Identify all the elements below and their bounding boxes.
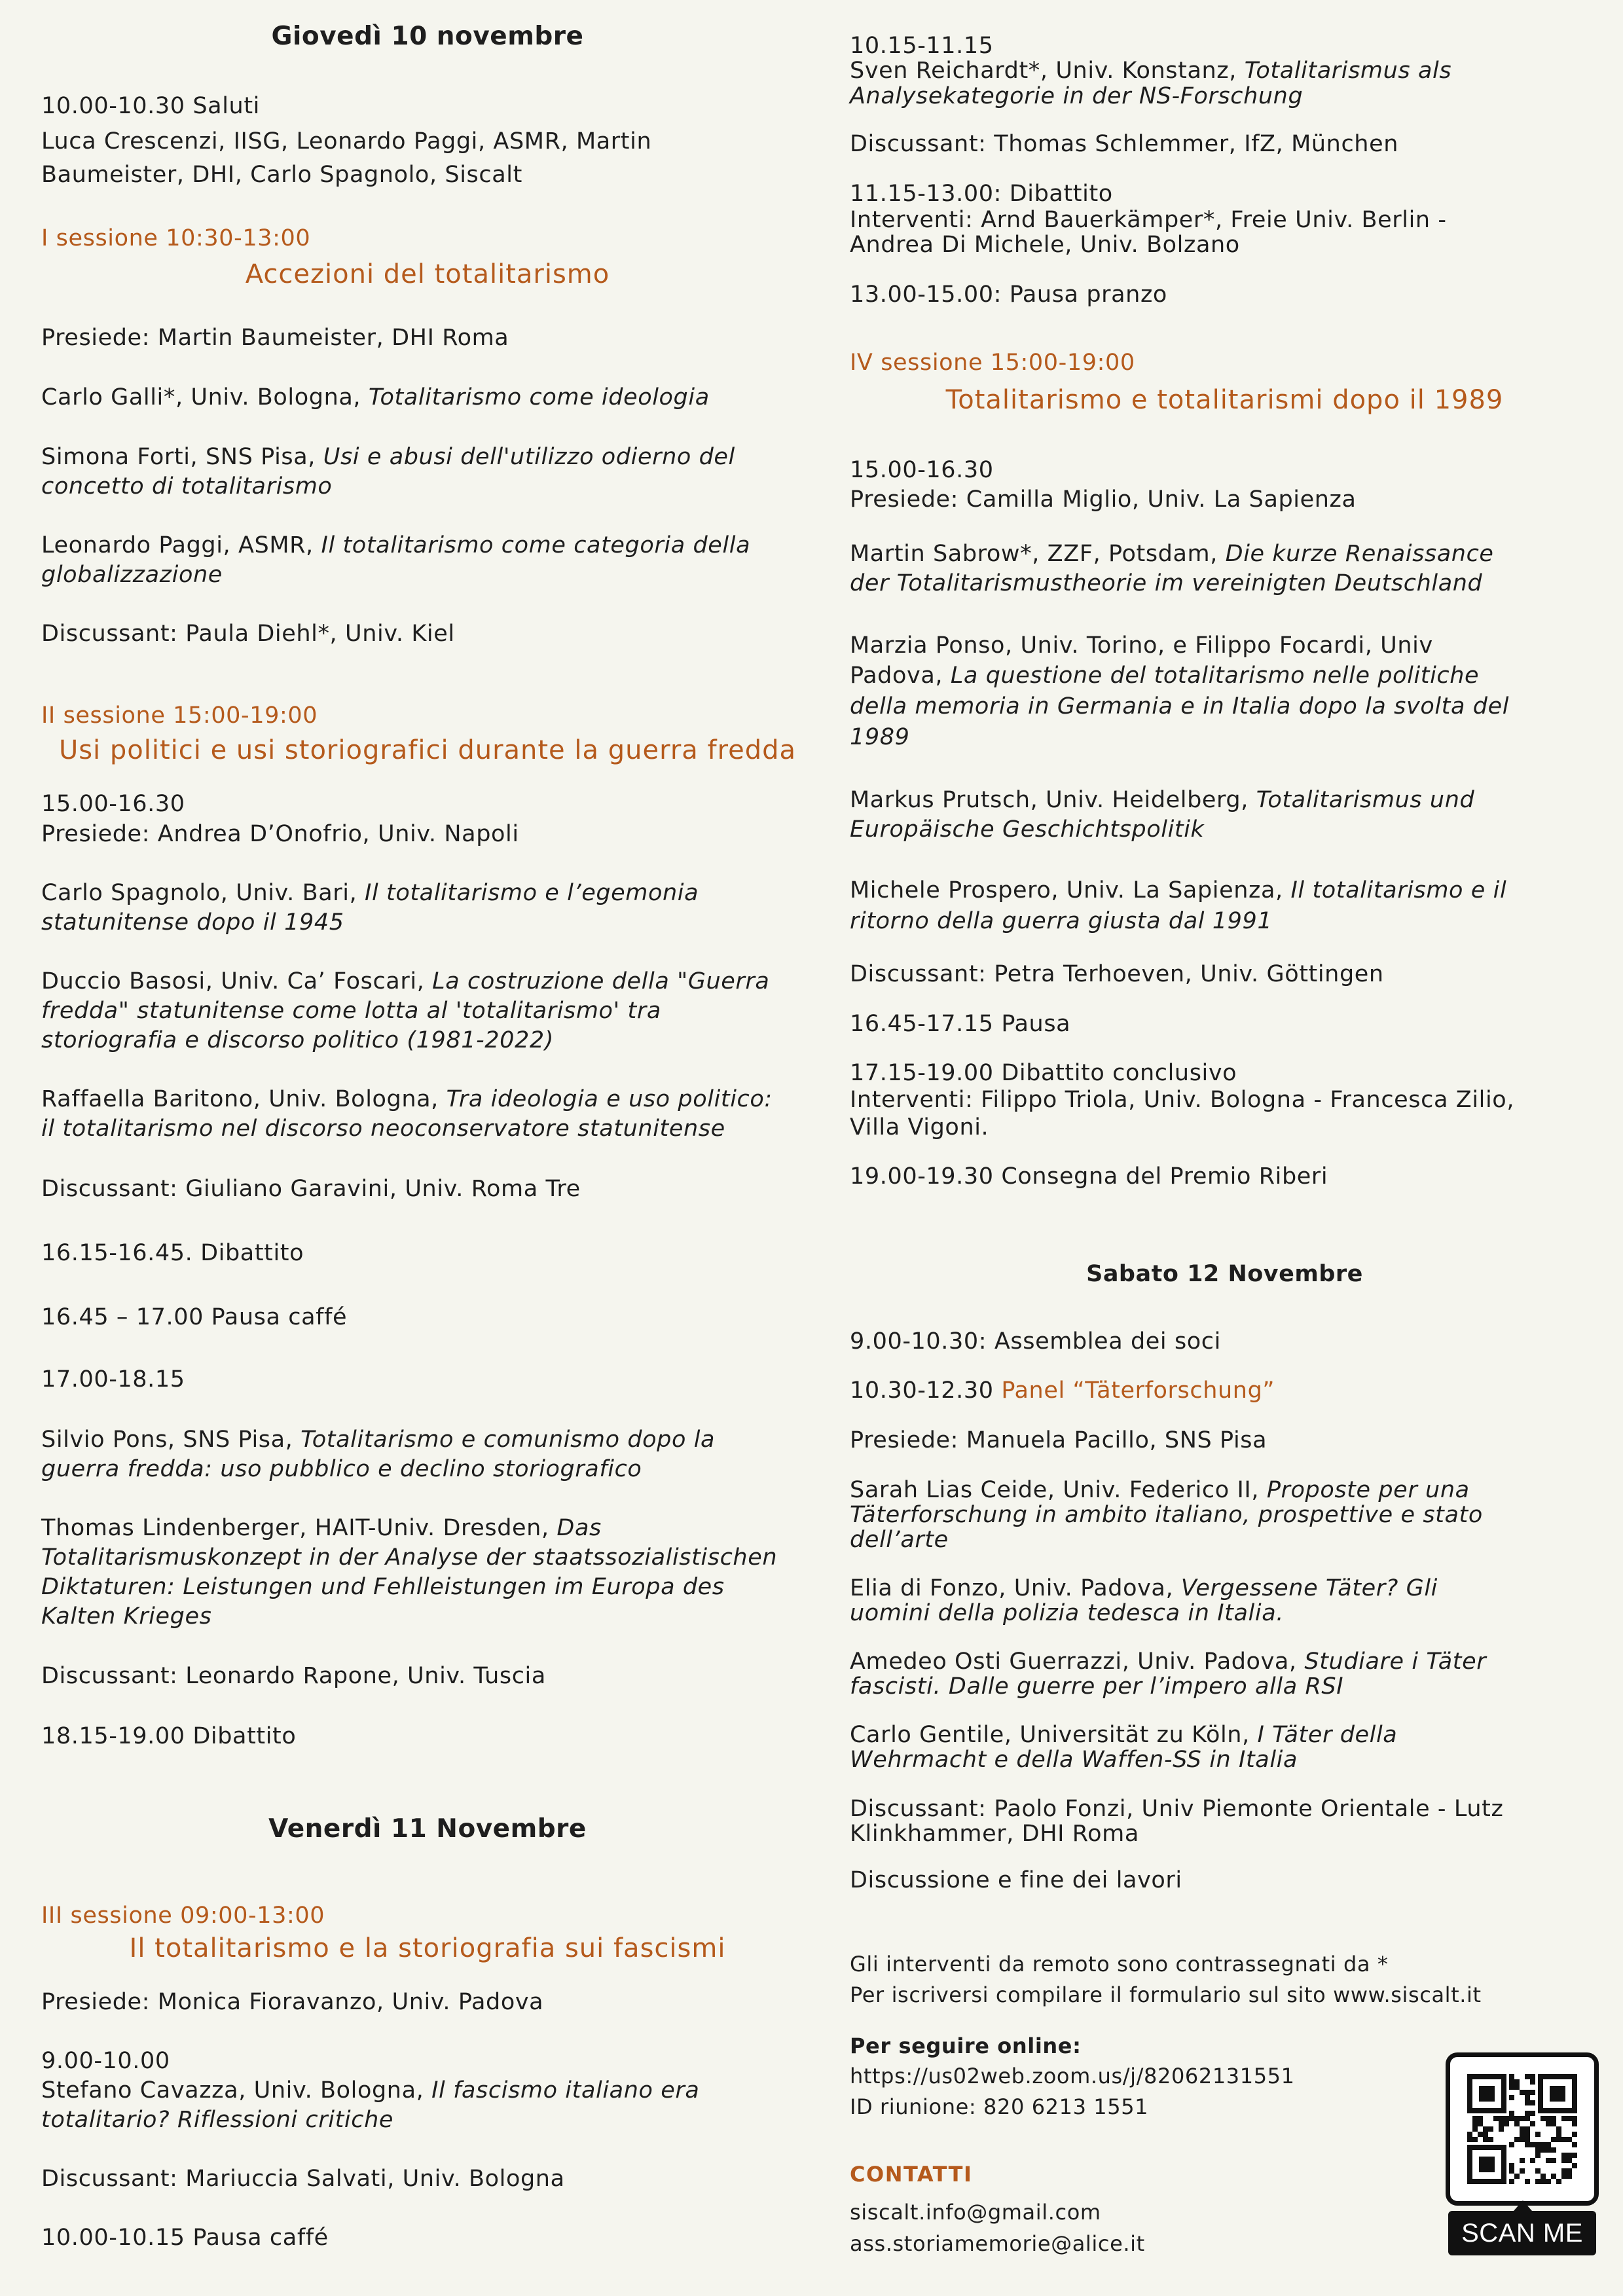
registration-note: Per iscriversi compilare il formulario sul sito www.siscalt.it [850, 1982, 1482, 2007]
meeting-id: ID riunione: 820 6213 1551 [850, 2094, 1149, 2119]
lunch-break: 13.00-15.00: Pausa pranzo [850, 282, 1167, 308]
session-4-discussant: Discussant: Petra Terhoeven, Univ. Göttingen [850, 961, 1384, 987]
email-siscalt[interactable]: siscalt.info@gmail.com [850, 2200, 1101, 2225]
panel-chair: Presiede: Manuela Pacillo, SNS Pisa [850, 1427, 1267, 1453]
panel-discussant-2: Klinkhammer, DHI Roma [850, 1821, 1139, 1847]
final-interventions-2: Villa Vigoni. [850, 1114, 989, 1140]
talk-prospero: Michele Prospero, Univ. La Sapienza, Il totalitarismo e il [850, 877, 1507, 903]
remote-note: Gli interventi da remoto sono contrassegnati da * [850, 1952, 1389, 1977]
talk-lindenberger-4: Kalten Krieges [41, 1603, 212, 1630]
talk-lindenberger: Thomas Lindenberger, HAIT-Univ. Dresden, Das [41, 1515, 602, 1541]
talk-paggi: Leonardo Paggi, ASMR, Il totalitarismo come categoria della [41, 532, 751, 558]
panel-heading: 10.30-12.30 Panel “Täterforschung” [850, 1377, 1275, 1404]
talk-sabrow: Martin Sabrow*, ZZF, Potsdam, Die kurze Renaissance [850, 541, 1494, 567]
session-4-chair: Presiede: Camilla Miglio, Univ. La Sapienza [850, 486, 1357, 513]
opening-speakers-1: Luca Crescenzi, IISG, Leonardo Paggi, ASMR, Martin [41, 128, 652, 155]
session-3-discussant: Discussant: Mariuccia Salvati, Univ. Bologna [41, 2166, 565, 2192]
talk-pons: Silvio Pons, SNS Pisa, Totalitarismo e comunismo dopo la [41, 1427, 716, 1453]
talk-spagnolo: Carlo Spagnolo, Univ. Bari, Il totalitarismo e l’egemonia [41, 880, 699, 906]
qr-finder-top-left [1467, 2074, 1506, 2113]
talk-baritono-2: il totalitarismo nel discorso neoconservatore statunitense [41, 1116, 725, 1142]
talk-lindenberger-2: Totalitarismuskonzept in der Analyse der staatssozialistischen [41, 1544, 778, 1571]
session-3-chair: Presiede: Monica Fioravanzo, Univ. Padova [41, 1989, 544, 2015]
zoom-link[interactable]: https://us02web.zoom.us/j/82062131551 [850, 2064, 1295, 2088]
talk-osti-guerrazzi: Amedeo Osti Guerrazzi, Univ. Padova, Studiare i Täter [850, 1649, 1487, 1675]
session-2-label: II sessione 15:00-19:00 [41, 702, 318, 729]
email-storiamemorie[interactable]: ass.storiamemorie@alice.it [850, 2231, 1145, 2256]
session-1-title: Accezioni del totalitarismo [245, 259, 610, 289]
session-2-debate-2: 18.15-19.00 Dibattito [41, 1723, 297, 1749]
talk-cavazza: Stefano Cavazza, Univ. Bologna, Il fascismo italiano era [41, 2077, 700, 2104]
prize-ceremony: 19.00-19.30 Consegna del Premio Riberi [850, 1163, 1328, 1190]
talk-basosi-3: storiografia e discorso politico (1981-2022) [41, 1027, 555, 1053]
session-2-time: 15.00-16.30 [41, 791, 185, 817]
talk-ponso-focardi-2: Padova, La questione del totalitarismo nelle politiche [850, 663, 1480, 689]
closing: Discussione e fine dei lavori [850, 1867, 1182, 1893]
talk-di-fonzo-2: uomini della polizia tedesca in Italia. [850, 1600, 1284, 1626]
talk-prospero-2: ritorno della guerra giusta dal 1991 [850, 908, 1273, 934]
final-interventions: Interventi: Filippo Triola, Univ. Bologna - Francesca Zilio, [850, 1087, 1515, 1113]
talk-reichardt: Sven Reichardt*, Univ. Konstanz, Totalitarismus als [850, 58, 1452, 84]
session-3-pause: 10.00-10.15 Pausa caffé [41, 2225, 329, 2251]
day-heading-thursday: Giovedì 10 novembre [271, 22, 584, 51]
talk-forti-2: concetto di totalitarismo [41, 473, 333, 500]
talk-forti: Simona Forti, SNS Pisa, Usi e abusi dell'utilizzo odierno del [41, 444, 735, 470]
session-1-chair: Presiede: Martin Baumeister, DHI Roma [41, 325, 509, 351]
session-1-discussant: Discussant: Paula Diehl*, Univ. Kiel [41, 621, 455, 647]
session-3-interventions: Interventi: Arnd Bauerkämper*, Freie Univ. Berlin - [850, 207, 1447, 233]
opening-speakers-2: Baumeister, DHI, Carlo Spagnolo, Siscalt [41, 162, 522, 188]
session-2-chair: Presiede: Andrea D’Onofrio, Univ. Napoli [41, 821, 519, 847]
talk-lindenberger-3: Diktaturen: Leistungen und Fehlleistungen im Europa des [41, 1574, 725, 1600]
qr-pointer-icon [1514, 2200, 1532, 2211]
talk-ponso-focardi: Marzia Ponso, Univ. Torino, e Filippo Focardi, Univ [850, 632, 1433, 659]
qr-code-block[interactable] [1446, 2052, 1597, 2275]
talk-ponso-focardi-4: 1989 [850, 724, 910, 750]
session-3-debate: 11.15-13.00: Dibattito [850, 181, 1113, 207]
talk-baritono: Raffaella Baritono, Univ. Bologna, Tra ideologia e uso politico: [41, 1086, 773, 1112]
session-2-discussant-2: Discussant: Leonardo Rapone, Univ. Tuscia [41, 1663, 546, 1689]
session-2-pause: 16.45 – 17.00 Pausa caffé [41, 1304, 348, 1330]
talk-cavazza-2: totalitario? Riflessioni critiche [41, 2107, 393, 2133]
talk-paggi-2: globalizzazione [41, 562, 223, 588]
session-3-label: III sessione 09:00-13:00 [41, 1903, 325, 1929]
talk-gentile-2: Wehrmacht e della Waffen-SS in Italia [850, 1747, 1298, 1773]
day-heading-saturday: Sabato 12 Novembre [1086, 1261, 1363, 1287]
talk-di-fonzo: Elia di Fonzo, Univ. Padova, Vergessene Täter? Gli [850, 1575, 1438, 1601]
talk-lias-ceide-2: Täterforschung in ambito italiano, prospettive e stato [850, 1502, 1483, 1528]
panel-discussant: Discussant: Paolo Fonzi, Univ Piemonte Orientale - Lutz [850, 1796, 1504, 1822]
session-4-title: Totalitarismo e totalitarismi dopo il 1989 [945, 385, 1504, 415]
opening-time: 10.00-10.30 Saluti [41, 93, 260, 119]
session-3-time: 9.00-10.00 [41, 2048, 170, 2074]
session-4-label: IV sessione 15:00-19:00 [850, 350, 1135, 376]
talk-pons-2: guerra fredda: uso pubblico e declino storiografico [41, 1456, 642, 1482]
talk-prutsch: Markus Prutsch, Univ. Heidelberg, Totalitarismus und [850, 787, 1475, 813]
talk-lias-ceide-3: dell’arte [850, 1527, 949, 1553]
assembly: 9.00-10.30: Assemblea dei soci [850, 1328, 1221, 1355]
online-heading: Per seguire online: [850, 2033, 1082, 2058]
talk-galli: Carlo Galli*, Univ. Bologna, Totalitarismo come ideologia [41, 384, 710, 410]
session-3-time-2: 10.15-11.15 [850, 33, 994, 59]
qr-code-icon[interactable] [1446, 2052, 1599, 2206]
talk-spagnolo-2: statunitense dopo il 1945 [41, 909, 344, 936]
contacts-heading: CONTATTI [850, 2162, 973, 2187]
talk-gentile: Carlo Gentile, Universität zu Köln, I Täter della [850, 1722, 1398, 1748]
talk-lias-ceide: Sarah Lias Ceide, Univ. Federico II, Proposte per una [850, 1477, 1470, 1503]
talk-osti-guerrazzi-2: fascisti. Dalle guerre per l’impero alla RSI [850, 1673, 1344, 1700]
day-heading-friday: Venerdì 11 Novembre [268, 1814, 587, 1844]
session-3-title: Il totalitarismo e la storiografia sui fascismi [129, 1933, 726, 1963]
session-2-discussant: Discussant: Giuliano Garavini, Univ. Roma Tre [41, 1176, 581, 1202]
talk-reichardt-2: Analysekategorie in der NS-Forschung [850, 83, 1304, 109]
session-4-time: 15.00-16.30 [850, 457, 994, 483]
talk-ponso-focardi-3: della memoria in Germania e in Italia dopo la svolta del [850, 693, 1510, 720]
session-1-label: I sessione 10:30-13:00 [41, 225, 311, 251]
qr-finder-top-right [1538, 2074, 1577, 2113]
talk-sabrow-2: der Totalitarismustheorie im vereinigten Deutschland [850, 570, 1483, 596]
talk-prutsch-2: Europäische Geschichtspolitik [850, 816, 1205, 843]
session-2-title: Usi politici e usi storiografici durante la guerra fredda [58, 735, 797, 765]
qr-finder-bottom-left [1467, 2145, 1506, 2184]
talk-basosi: Duccio Basosi, Univ. Ca’ Foscari, La costruzione della "Guerra [41, 968, 770, 994]
session-2-time-2: 17.00-18.15 [41, 1366, 185, 1393]
session-3-interventions-2: Andrea Di Michele, Univ. Bolzano [850, 232, 1240, 258]
session-4-pause: 16.45-17.15 Pausa [850, 1011, 1071, 1037]
session-2-debate: 16.15-16.45. Dibattito [41, 1240, 304, 1266]
scan-me-button[interactable]: SCAN ME [1448, 2211, 1596, 2255]
session-3-discussant-2: Discussant: Thomas Schlemmer, IfZ, München [850, 131, 1398, 157]
talk-basosi-2: fredda" statunitense come lotta al 'totalitarismo' tra [41, 998, 661, 1024]
final-debate: 17.15-19.00 Dibattito conclusivo [850, 1060, 1237, 1086]
